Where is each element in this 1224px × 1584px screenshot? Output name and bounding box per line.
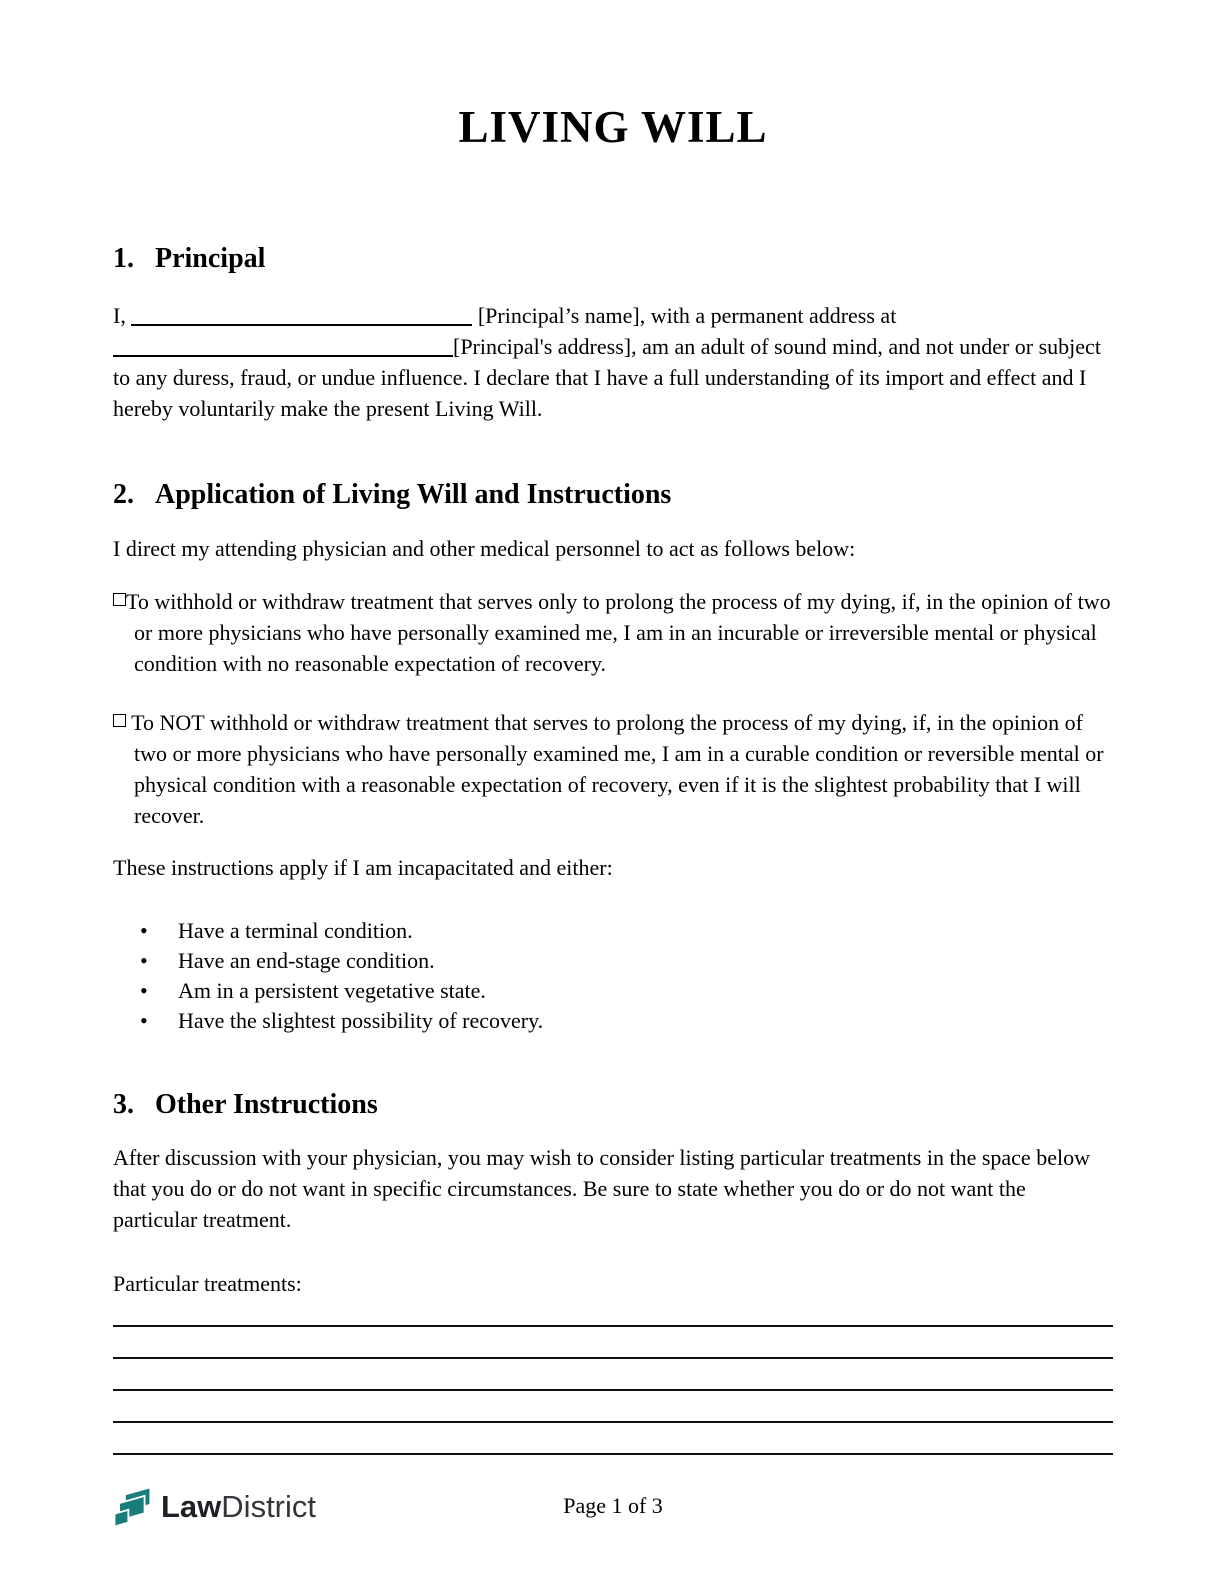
- condition-terminal: Have a terminal condition.: [178, 918, 413, 943]
- treatment-write-line[interactable]: [113, 1391, 1113, 1423]
- page-footer: [113, 1481, 1113, 1531]
- brand-wordmark: [161, 1488, 317, 1524]
- section-3-heading: [113, 1088, 1113, 1122]
- option-withhold-paragraph: [113, 586, 1113, 679]
- principal-name-blank[interactable]: [131, 320, 472, 326]
- option-not-withhold-text: To NOT withhold or withdraw treatment that serves to prolong the process of my dying, if, in the opinion of two or more physicians who have personally examined me, I am in a curable condition or reversible mental or physical condition with a reasonable expectation of recovery, even if it is the slightest probability that I will recover.: [131, 710, 1104, 828]
- conditions-list: [113, 916, 1113, 1036]
- section-2-number: 2.: [113, 479, 134, 510]
- option-not-withhold-paragraph: [113, 707, 1113, 831]
- list-item: [113, 976, 1113, 1006]
- brand-law: Law: [161, 1488, 222, 1524]
- withhold-checkbox[interactable]: [113, 593, 126, 606]
- principal-lead-in: I,: [113, 303, 126, 328]
- brand-district: District: [221, 1488, 317, 1524]
- bullet-icon: •: [140, 918, 148, 943]
- section-3-title: Other Instructions: [155, 1089, 378, 1120]
- page-number: Page 1 of 3: [563, 1493, 663, 1518]
- lawdistrict-icon: [113, 1484, 153, 1528]
- not-withhold-checkbox[interactable]: [113, 714, 126, 727]
- section-1-number: 1.: [113, 243, 134, 274]
- principal-paragraph: [113, 300, 1113, 424]
- bullet-icon: •: [140, 1008, 148, 1033]
- condition-end-stage: Have an end-stage condition.: [178, 948, 435, 973]
- treatments-write-area: [113, 1295, 1113, 1455]
- list-item: [113, 946, 1113, 976]
- condition-recovery: Have the slightest possibility of recovery.: [178, 1008, 544, 1033]
- treatment-write-line[interactable]: [113, 1295, 1113, 1327]
- lawdistrict-logo: [113, 1484, 316, 1528]
- treatment-write-line[interactable]: [113, 1359, 1113, 1391]
- option-withhold-text: To withhold or withdraw treatment that serves only to prolong the process of my dying, if, in the opinion of two or more physicians who have personally examined me, I am in an incurable or irreversible mental or physical condition with no reasonable expectation of recovery.: [126, 589, 1111, 676]
- section-3-number: 3.: [113, 1089, 134, 1120]
- list-item: [113, 1006, 1113, 1036]
- treatment-write-line[interactable]: [113, 1423, 1113, 1455]
- particular-treatments-label: Particular treatments:: [113, 1271, 302, 1296]
- section-1-heading: [113, 242, 1113, 276]
- principal-address-label: [Principal's address], am an adult of sound mind, and not under or subject to any duress, fraud, or undue influence. I declare that I have a full understanding of its import and effect and I hereby voluntarily make the present Living Will.: [113, 334, 1101, 421]
- condition-vegetative: Am in a persistent vegetative state.: [178, 978, 486, 1003]
- bullet-icon: •: [140, 948, 148, 973]
- principal-name-label: [Principal’s name], with a permanent address at: [477, 303, 897, 328]
- bullet-icon: •: [140, 978, 148, 1003]
- conditions-intro: These instructions apply if I am incapacitated and either:: [113, 855, 613, 880]
- section-1-title: Principal: [155, 243, 266, 274]
- section-2-heading: [113, 478, 1113, 512]
- page-title: LIVING WILL: [458, 102, 768, 152]
- list-item: [113, 916, 1113, 946]
- application-intro: I direct my attending physician and other medical personnel to act as follows below:: [113, 536, 856, 561]
- principal-address-blank[interactable]: [113, 351, 453, 357]
- section-2-title: Application of Living Will and Instructions: [155, 479, 672, 510]
- other-instructions-paragraph: After discussion with your physician, you may wish to consider listing particular treatments in the space below that you do or do not want in specific circumstances. Be sure to state whether you do or do not want the particular treatment.: [113, 1145, 1090, 1232]
- treatment-write-line[interactable]: [113, 1327, 1113, 1359]
